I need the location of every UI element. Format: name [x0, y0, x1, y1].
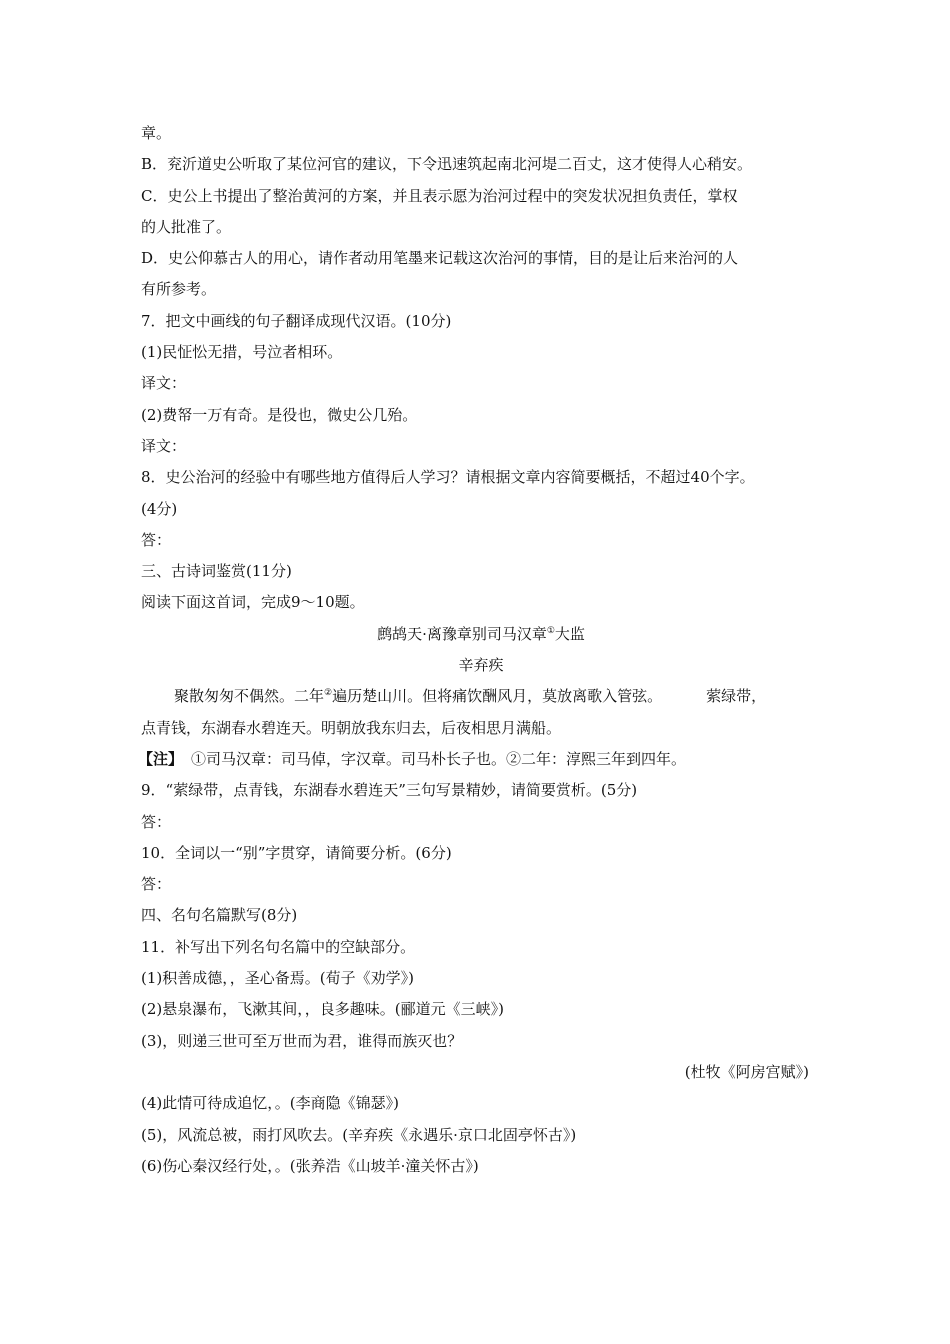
poem-line-1	[141, 681, 821, 712]
option-c: C．史公上书提出了整治黄河的方案，并且表示愿为治河过程中的突发状况担负责任，掌权	[141, 186, 738, 205]
question-10: 10．全词以一“别”字贯穿，请简要分析。(6分)	[141, 843, 452, 862]
dictation-item-1: (1)积善成德，，圣心备焉。(荀子《劝学》)	[141, 969, 414, 988]
poem-title-end: 大监	[554, 624, 585, 643]
text-line: 章。	[141, 124, 172, 142]
dictation-item-2: (2)悬泉瀑布，飞漱其间，，良多趣味。(郦道元《三峡》)	[141, 1000, 504, 1019]
answer-label: 答：	[141, 812, 172, 831]
poem-title-main: 鹧鸪天·离豫章别司马汉章	[377, 624, 547, 643]
poem-title	[141, 619, 821, 650]
question-11: 11．补写出下列名句名篇中的空缺部分。	[141, 937, 416, 956]
q7-sentence-2: (2)费帑一万有奇。是役也，微史公几殆。	[141, 405, 418, 424]
reading-instruction: 阅读下面这首词，完成9～10题。	[141, 593, 365, 612]
question-8: 8．史公治河的经验中有哪些地方值得后人学习？请根据文章内容简要概括，不超过40个字。	[141, 468, 755, 487]
option-d-cont: 有所参考。	[141, 280, 217, 299]
poem-text: 萦绿带，	[706, 687, 767, 706]
poem-line-2: 点青钱，东湖春水碧连天。明朝放我东归去，后夜相思月满船。	[141, 718, 562, 737]
translation-label: 译文：	[141, 436, 187, 455]
section-4-heading: 四、名句名篇默写(8分)	[141, 906, 298, 925]
note-text: ①司马汉章：司马倬，字汉章。司马朴长子也。②二年：淳熙三年到四年。	[191, 749, 687, 768]
translation-label: 译文：	[141, 374, 187, 393]
section-3-heading: 三、古诗词鉴赏(11分)	[141, 562, 292, 581]
footnote-mark: ①	[546, 625, 555, 636]
question-9: 9．“萦绿带，点青钱，东湖春水碧连天”三句写景精妙，请简要赏析。(5分)	[141, 781, 638, 800]
option-d: D．史公仰慕古人的用心，请作者动用笔墨来记载这次治河的事情，目的是让后来治河的人	[141, 249, 739, 268]
answer-label: 答：	[141, 530, 172, 549]
dictation-item-3: (3)，则递三世可至万世而为君，谁得而族灭也？	[141, 1031, 463, 1050]
option-b: B．兖沂道史公听取了某位河官的建议，下令迅速筑起南北河堤二百丈，这才使得人心稍安。	[141, 155, 753, 174]
question-7: 7．把文中画线的句子翻译成现代汉语。(10分)	[141, 311, 452, 330]
poem-author: 辛弃疾	[458, 656, 504, 675]
dictation-item-5: (5)，风流总被，雨打风吹去。(辛弃疾《永遇乐·京口北固亭怀古》)	[141, 1125, 577, 1144]
poem-text: 聚散匆匆不偶然。二年	[174, 687, 325, 706]
dictation-item-4: (4)此情可待成追忆，。(李商隐《锦瑟》)	[141, 1094, 399, 1113]
note-tag: 【注】	[138, 749, 184, 768]
poem-note	[138, 744, 821, 775]
dictation-item-3-source: (杜牧《阿房宫赋》)	[684, 1062, 809, 1081]
answer-label: 答：	[141, 875, 172, 894]
q7-sentence-1: (1)民怔忪无措，号泣者相环。	[141, 343, 343, 362]
document-page	[138, 118, 821, 1182]
option-c-cont: 的人批准了。	[141, 217, 232, 236]
footnote-mark: ②	[324, 688, 333, 699]
dictation-item-6: (6)伤心秦汉经行处，。(张养浩《山坡羊·潼关怀古》)	[141, 1156, 479, 1175]
poem-text: 遍历楚山川。但将痛饮酬风月，莫放离歌入管弦。	[332, 687, 663, 706]
question-8-score: (4分)	[141, 499, 178, 518]
